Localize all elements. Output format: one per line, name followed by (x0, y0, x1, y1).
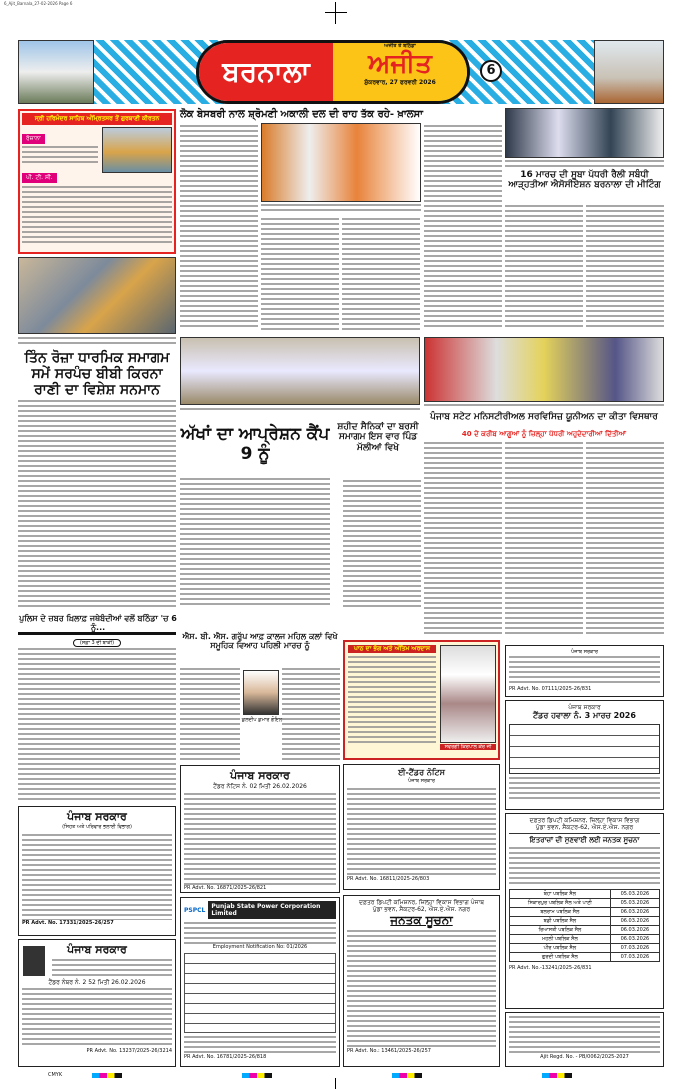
hearing-date: 07.03.2026 (610, 944, 659, 953)
color-swatch (92, 1073, 122, 1078)
hearing-date: 06.03.2026 (610, 926, 659, 935)
headline: ਐਸ. ਬੀ. ਐਸ. ਗਰੁੱਪ ਆਫ਼ ਕਾਲਜ ਮਹਿਲ ਕਲਾਂ ਵਿਖੇ ਸਮੂਹਿਕ ਵਿਆਹ ਪਹਿਲੀ ਮਾਰਚ ਨੂੰ (182, 632, 338, 651)
article-text (282, 668, 340, 760)
hearing-date: 07.03.2026 (610, 953, 659, 962)
story-photo (18, 257, 176, 334)
ad-text (22, 834, 172, 920)
ad-address: ਪੁੱਡਾ ਭਵਨ, ਸੈਕਟਰ-62, ਐਸ.ਏ.ਐਸ. ਨਗਰ (535, 824, 634, 831)
photo-caption (505, 160, 664, 168)
headline: ਅੱਖਾਂ ਦਾ ਆਪ੍ਰੇਸ਼ਨ ਕੈਂਪ 9 ਨੂੰ (180, 424, 330, 464)
kirtan-schedule-box (18, 109, 176, 254)
table-row (510, 935, 660, 944)
ad-text (184, 922, 336, 944)
color-swatch (242, 1073, 272, 1078)
ad-subtitle: (ਸਿਹਤ ਅਤੇ ਪਰਿਵਾਰ ਭਲਾਈ ਵਿਭਾਗ) (62, 824, 132, 830)
headline: ਪੰਜਾਬ ਸਟੇਟ ਮਨਿਸਟੀਰੀਅਲ ਸਰਵਿਸਿਜ਼ ਯੂਨੀਅਨ ਦਾ ਕੀਤਾ ਵਿਸਥਾਰ (430, 412, 658, 422)
obituary-name: ਸਵਰਗੀ ਕਿਰਪਾਲ ਕੌਰ ਜੀ (440, 744, 496, 750)
color-bar (18, 1072, 664, 1078)
ad-footer: PR Advt. No. 16781/2025-26/818 (184, 1054, 267, 1060)
table-row (510, 953, 660, 962)
crop-mark (325, 12, 347, 13)
rally-photo (180, 337, 420, 405)
ad-office: ਦਫ਼ਤਰ ਡਿਪਟੀ ਕਮਿਸ਼ਨਰ, ਜ਼ਿਲ੍ਹਾ ਵਿਕਾਸ ਵਿਭਾਗ (529, 817, 640, 824)
subhead: 40 ਦੇ ਕਰੀਬ ਆਗੂਆਂ ਨੂੰ ਜ਼ਿਲ੍ਹਾ ਪੱਧਰੀ ਅਹੁਦੇਦਾਰੀਆਂ ਦਿੱਤੀਆਂ (461, 430, 627, 438)
hearing-date: 06.03.2026 (610, 908, 659, 917)
hearing-date: 06.03.2026 (610, 935, 659, 944)
table-row (510, 908, 660, 917)
ad-text (184, 793, 336, 885)
location-name: ਬਲਰਾਮ ਪਬਲਿਕ ਸੈਲ (510, 908, 611, 917)
ad-text (184, 1036, 336, 1054)
color-swatch (392, 1073, 422, 1078)
ad-address: ਪੁੱਡਾ ਭਵਨ, ਸੈਕਟਰ-62, ਐਸ.ਏ.ਐਸ. ਨਗਰ (372, 906, 471, 913)
golden-temple-photo (102, 127, 172, 173)
article-text (343, 480, 421, 610)
article-text (505, 205, 583, 330)
obituary-title: ਪਾਠ ਦਾ ਭੋਗ ਅਤੇ ਅੰਤਿਮ ਅਰਦਾਸ (348, 645, 436, 653)
hearing-date: 05.03.2026 (610, 890, 659, 899)
article-text (180, 668, 240, 760)
headline: ਤਿੰਨ ਰੋਜ਼ਾ ਧਾਰਮਿਕ ਸਮਾਗਮ ਸਮੇਂ ਸਰਪੰਚ ਬੀਬੀ ਕਿਰਨਾ ਰਾਣੀ ਦਾ ਵਿਸ਼ੇਸ਼ ਸਨਮਾਨ (24, 350, 170, 399)
ad-dc-notice (343, 895, 500, 1067)
hearing-table (509, 889, 660, 962)
article-text (180, 478, 330, 608)
story-photo (261, 123, 421, 202)
ad-footer: PR Advt. No.: 13461/2025-26/257 (347, 1048, 431, 1054)
obituary-box (343, 640, 500, 760)
kirtan-text (22, 146, 98, 164)
article-text (586, 205, 664, 330)
jump-line (18, 632, 176, 646)
logo-paper: ਅਜੀਤ (368, 49, 432, 79)
article-text (180, 125, 258, 330)
article-text (18, 648, 176, 800)
tag-ptc: ਪੀ. ਟੀ. ਸੀ. (22, 173, 57, 183)
ad-objection (505, 813, 664, 1009)
ad-footer: PR Advt. No. 16811/2025-26/803 (347, 876, 430, 882)
location-name: ਗੁਰਦੀ ਪਬਲਿਕ ਸੈਲ (510, 953, 611, 962)
edition-label: ਅਜੀਤ ਤੇ ਬਠਿੰਡਾ (384, 43, 416, 49)
crop-mark (335, 1078, 336, 1089)
portrait-caption: ਕੁਲਦੀਪ ਕੁਮਾਰ ਗੋਇਲ (241, 717, 283, 723)
pspcl-table (184, 953, 336, 1033)
ad-text (347, 930, 496, 1048)
table-row (510, 944, 660, 953)
obituary-text (348, 656, 436, 744)
ad-footer: PR Advt. No.-13241/2025-26/831 (509, 965, 592, 971)
location-name: ਬਡੀ ਪਬਲਿਕ ਸੈਲ (510, 917, 611, 926)
ad-text (509, 847, 660, 887)
kirtan-box-title: ਸ੍ਰੀ ਹਰਿਮੰਦਰ ਸਾਹਿਬ ਅੰਮ੍ਰਿਤਸਰ ਤੋਂ ਗੁਰਬਾਣੀ ਕੀਰਤਨ (22, 113, 172, 125)
ad-text (509, 777, 660, 802)
ad-subtitle: ਪੰਜਾਬ ਸਰਕਾਰ (408, 778, 435, 784)
article-text (424, 125, 502, 330)
ad-footer: PR Advt. No. 16871/2025-26/821 (184, 885, 267, 891)
article-text (505, 442, 583, 637)
table-row (510, 899, 660, 908)
pspcl-title: Punjab State Power Corporation Limited (208, 901, 336, 919)
table-row (510, 926, 660, 935)
issue-date: ਸ਼ੁੱਕਰਵਾਰ, 27 ਫਰਵਰੀ 2026 (364, 79, 436, 86)
ad-title: ਪੰਜਾਬ ਸਰਕਾਰ (571, 649, 598, 655)
ad-title: ਇਤਰਾਜ਼ਾਂ ਦੀ ਸੁਣਵਾਈ ਲਈ ਜਨਤਕ ਸੂਚਨਾ (509, 833, 660, 845)
headline: ਸ਼ਹੀਦ ਸੈਨਿਕਾਂ ਦਾ ਬਰਸੀ ਸਮਾਗਮ ਇਸ ਵਾਰ ਪਿੰਡ ਮੱਲੀਆਂ ਵਿਖੇ (337, 422, 419, 453)
ad-subtitle: ਟੈਂਡਰ ਨੋਟਿਸ ਨੰ. 02 ਮਿਤੀ 26.02.2026 (213, 783, 307, 790)
location-name: ਬੋਹਾ ਪਬਲਿਕ ਸੈਲ (510, 890, 611, 899)
location-name: ਸਿਕਾਰਪੁਰ ਪਬਲਿਕ ਸੈਲ ਅਤੇ ਪਾਣੀ (510, 899, 611, 908)
hearing-date: 06.03.2026 (610, 917, 659, 926)
hearing-date: 05.03.2026 (610, 899, 659, 908)
tag-rozana: ਰੋਜ਼ਾਨਾ (22, 134, 45, 144)
page-number: 6 (480, 60, 502, 82)
masthead (18, 40, 664, 104)
location-name: ਪੀਰ ਪਬਲਿਕ ਸੈਲ (510, 944, 611, 953)
photo-caption (18, 337, 176, 345)
article-text (18, 400, 176, 610)
ad-title: ਪੰਜਾਬ ਸਰਕਾਰ (67, 943, 127, 956)
ad-title: ਪੰਜਾਬ ਸਰਕਾਰ (67, 810, 127, 823)
ad-footer: PR Advt. No. 17331/2025-26/257 (22, 920, 114, 926)
color-swatch (542, 1073, 572, 1078)
portrait-photo (243, 670, 279, 715)
article-text (424, 442, 502, 634)
jump-label: (ਸਫ਼ਾ 3 ਦੀ ਬਾਕੀ) (73, 639, 121, 647)
masthead-logo (196, 40, 470, 104)
ad-etender (343, 764, 500, 890)
union-photo (424, 337, 664, 402)
location-name: ਰਿਆਸਤੀ ਪਬਲਿਕ ਸੈਲ (510, 926, 611, 935)
article-text (586, 442, 664, 637)
cmyk-label: CMYK (48, 1072, 63, 1078)
ad-office: ਦਫ਼ਤਰ ਡਿਪਟੀ ਕਮਿਸ਼ਨਰ, ਜ਼ਿਲ੍ਹਾ ਵਿਕਾਸ ਵਿਭਾਗ ਪੰਜਾਬ (359, 899, 484, 906)
file-slug: 6_Ajit_Barnala_27-02-2026 Page 6 (4, 1, 73, 6)
imprint-text (509, 1016, 660, 1054)
crop-mark (335, 2, 336, 24)
logo-city: ਬਰਨਾਲਾ (199, 43, 333, 101)
article-text (261, 218, 339, 330)
ad-cooperative (18, 939, 176, 1067)
ad-pspcl (180, 897, 340, 1067)
headline: 16 ਮਾਰਚ ਦੀ ਸੂਬਾ ਪੱਧਰੀ ਰੈਲੀ ਸਬੰਧੀ ਆੜ੍ਹਤੀਆ ਐਸੋਸੀਏਸ਼ਨ ਬਰਨਾਲਾ ਦੀ ਮੀਟਿੰਗ (508, 170, 661, 191)
ad-title: ਪੰਜਾਬ ਸਰਕਾਰ (230, 769, 290, 782)
imprint-regd: Ajit Regd. No. - PB/0062/2025-2027 (540, 1054, 629, 1060)
masthead-photo-left (18, 40, 94, 104)
masthead-photo-right (594, 40, 664, 104)
headline: ਪੁਲਿਸ ਦੇ ਜ਼ਬਰ ਖ਼ਿਲਾਫ਼ ਜਥੇਬੰਦੀਆਂ ਵਲੋਂ ਬਠਿੰਡਾ 'ਚ 6 ਨੂੰ... (19, 614, 177, 633)
ad-tender (180, 765, 340, 893)
pspcl-logo: PSPCL (184, 906, 206, 914)
ad-text (509, 656, 660, 686)
ad-title: ਜਨਤਕ ਸੂਚਨਾ (390, 913, 453, 927)
kirtan-text (22, 186, 172, 246)
pspcl-notice: Employment Notification No: 01/2026 (212, 944, 308, 950)
table-row (510, 917, 660, 926)
tender-table (509, 724, 660, 774)
location-name: ਮਹਲੀ ਪਬਲਿਕ ਸੈਲ (510, 935, 611, 944)
story-photo (505, 108, 664, 158)
imprint (505, 1012, 664, 1067)
headline: ਲੋਕ ਬੇਸਬਰੀ ਨਾਲ ਸ਼੍ਰੋਮਣੀ ਅਕਾਲੀ ਦਲ ਦੀ ਰਾਹ ਤੱਕ ਰਹੇ- ਖ਼ਾਲਸਾ (180, 109, 424, 120)
ad-footer: PR Advt. No. 13237/2025-26/3214 (86, 1048, 172, 1054)
ad-title: ਈ-ਟੈਂਡਰ ਨੋਟਿਸ (398, 768, 445, 777)
photo-caption (261, 204, 421, 214)
ad-welfare (18, 806, 176, 936)
obituary-photo (440, 645, 496, 743)
table-row (510, 890, 660, 899)
ad-text (52, 959, 172, 979)
ad-title: ਪੰਜਾਬ ਸਰਕਾਰ (568, 704, 601, 711)
emblem-icon (23, 946, 45, 976)
ad-text (347, 788, 496, 876)
photo-caption (180, 408, 420, 413)
ad-subtitle: ਟੈਂਡਰ ਨੰਬਰ ਨੰ. 2 52 ਮਿਤੀ 26.02.2026 (48, 979, 146, 986)
photo-caption (424, 404, 664, 409)
ad-subtitle: ਟੈਂਡਰ ਹਵਾਲਾ ਨੰ. 3 ਮਾਰਚ 2026 (533, 711, 636, 720)
article-text (342, 218, 420, 330)
ad-footer: PR Advt. No. 07111/2025-26/831 (509, 686, 592, 692)
ad-tender3 (505, 700, 664, 810)
ad-text (22, 988, 172, 1048)
ad-right-notice (505, 645, 664, 697)
